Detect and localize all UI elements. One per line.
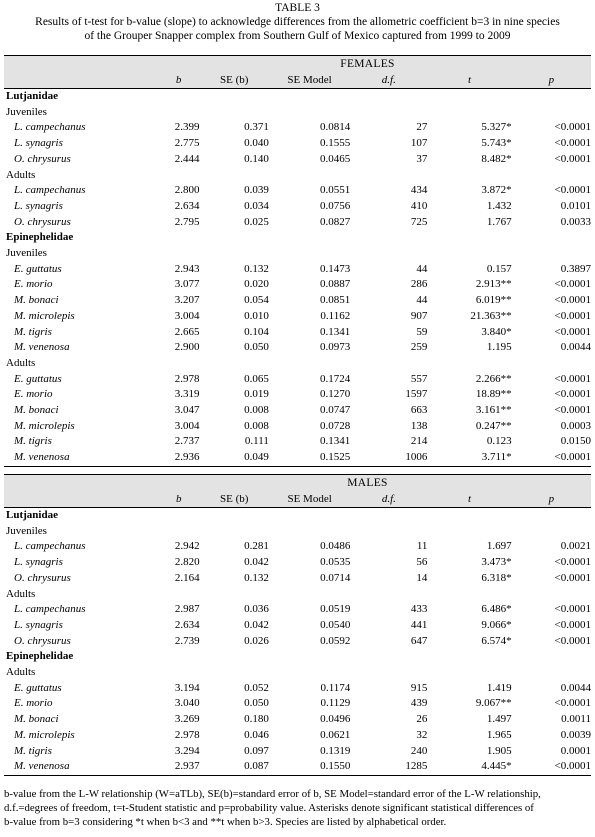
stage-label: Adults <box>6 168 36 181</box>
se-b-value: 0.281 <box>244 540 269 553</box>
stage-group-row <box>4 168 591 184</box>
df-value: 441 <box>410 618 428 631</box>
t-value: 9.066* <box>481 618 512 631</box>
column-header-p: p <box>512 491 591 508</box>
b-value: 2.775 <box>174 137 200 150</box>
b-value: 2.739 <box>174 634 200 647</box>
se-b-value: 0.039 <box>244 184 269 197</box>
df-value: 434 <box>410 184 428 197</box>
p-value: 0.0150 <box>560 435 591 448</box>
se-model-value: 0.0519 <box>320 603 351 616</box>
males-table <box>4 474 591 776</box>
b-value: 2.987 <box>174 603 200 616</box>
b-value: 3.004 <box>174 419 200 432</box>
t-value: 3.711* <box>427 450 511 466</box>
species-row <box>4 696 591 712</box>
column-header-se-model: SE Model <box>269 491 350 508</box>
t-value: 6.019** <box>475 294 512 307</box>
species-row <box>4 277 591 293</box>
p-value: <0.0001 <box>554 278 591 291</box>
se-b-value: 0.026 <box>244 634 269 647</box>
family-label: Lutjanidae <box>6 509 58 521</box>
se-model-value: 0.1341 <box>320 435 351 448</box>
column-header-b: b <box>158 491 200 508</box>
se-model-value: 0.0747 <box>320 404 351 417</box>
species-name: L. synagris <box>14 618 63 631</box>
p-value: 0.0039 <box>560 728 591 741</box>
t-value: 0.123 <box>486 435 512 448</box>
se-model-value: 0.1341 <box>320 325 351 338</box>
b-value: 2.943 <box>174 262 200 275</box>
species-name: M. venenosa <box>14 341 70 354</box>
t-value: 3.872* <box>481 184 512 197</box>
species-row <box>4 403 591 419</box>
males-column-header-row <box>4 491 591 508</box>
df-value: 32 <box>416 728 428 741</box>
species-name: O. chrysurus <box>14 215 71 228</box>
p-value: <0.0001 <box>554 697 591 710</box>
t-value: 1.697 <box>486 540 512 553</box>
family-row <box>4 508 591 524</box>
se-model-value: 0.1525 <box>269 450 350 466</box>
species-name: L. campechanus <box>14 184 86 197</box>
species-name: L. synagris <box>14 556 63 569</box>
se-b-value: 0.097 <box>244 744 269 757</box>
species-name: M. microlepis <box>14 728 75 741</box>
species-row <box>4 634 591 650</box>
df-value: 439 <box>410 697 428 710</box>
se-b-value: 0.019 <box>244 388 269 401</box>
se-model-value: 0.0851 <box>320 294 351 307</box>
t-value: 1.195 <box>486 341 512 354</box>
species-row <box>4 152 591 168</box>
se-b-value: 0.034 <box>244 199 269 212</box>
p-value: 0.3897 <box>560 262 591 275</box>
t-value: 1.767 <box>486 215 512 228</box>
t-value: 6.574* <box>481 634 512 647</box>
df-value: 647 <box>410 634 428 647</box>
b-value: 2.444 <box>174 152 200 165</box>
stage-label: Adults <box>6 356 36 369</box>
footnote-line-3: b-value from b=3 considering *t when b<3 and **t when b>3. Species are listed by alphabetical order. <box>4 816 447 828</box>
females-title-row <box>4 56 591 73</box>
species-name: O. chrysurus <box>14 634 71 647</box>
df-value: 56 <box>416 556 428 569</box>
t-value: 6.318* <box>481 571 512 584</box>
b-value: 2.978 <box>174 372 200 385</box>
column-header-species <box>4 491 158 508</box>
se-model-value: 0.0714 <box>320 571 351 584</box>
family-row <box>4 649 591 665</box>
se-model-value: 0.0973 <box>320 341 351 354</box>
se-b-value: 0.140 <box>244 152 269 165</box>
se-model-value: 0.1129 <box>320 697 351 710</box>
df-value: 37 <box>416 152 428 165</box>
df-value: 915 <box>410 681 428 694</box>
t-value: 0.247** <box>475 419 512 432</box>
se-model-value: 0.0621 <box>320 728 351 741</box>
df-value: 27 <box>416 121 428 134</box>
b-value: 2.634 <box>174 199 200 212</box>
stage-label: Adults <box>6 587 36 600</box>
species-row <box>4 309 591 325</box>
column-header-t: t <box>427 72 511 89</box>
se-model-value: 0.0540 <box>320 618 351 631</box>
t-value: 1.419 <box>486 681 512 694</box>
column-header-se-b: SE (b) <box>200 491 269 508</box>
t-value: 8.482* <box>481 152 512 165</box>
stage-label: Adults <box>6 666 36 679</box>
species-row <box>4 293 591 309</box>
se-b-value: 0.042 <box>244 618 269 631</box>
column-header-se-model: SE Model <box>269 72 350 89</box>
b-value: 3.194 <box>174 681 200 694</box>
t-value: 18.89** <box>475 388 512 401</box>
b-value: 3.004 <box>174 309 200 322</box>
stage-group-row <box>4 356 591 372</box>
se-b-value: 0.132 <box>244 262 269 275</box>
b-value: 3.040 <box>174 697 200 710</box>
species-row <box>4 681 591 697</box>
species-name: E. guttatus <box>14 681 62 694</box>
t-value: 5.327* <box>481 121 512 134</box>
se-b-value: 0.025 <box>244 215 269 228</box>
species-name: L. campechanus <box>14 121 86 134</box>
se-model-value: 0.0827 <box>320 215 351 228</box>
se-model-value: 0.1319 <box>320 744 351 757</box>
t-value: 0.157 <box>486 262 512 275</box>
se-model-value: 0.0486 <box>320 540 351 553</box>
species-row <box>4 618 591 634</box>
species-name: M. microlepis <box>14 419 75 432</box>
species-row <box>4 744 591 760</box>
t-value: 9.067** <box>475 697 512 710</box>
t-value: 1.965 <box>486 728 512 741</box>
t-value: 3.161** <box>475 404 512 417</box>
se-b-value: 0.054 <box>244 294 269 307</box>
stage-group-row <box>4 587 591 603</box>
p-value: <0.0001 <box>512 450 591 466</box>
se-model-value: 0.1555 <box>320 137 351 150</box>
females-table <box>4 55 591 467</box>
p-value: <0.0001 <box>554 121 591 134</box>
t-value: 5.743* <box>481 137 512 150</box>
se-b-value: 0.180 <box>244 713 269 726</box>
t-value: 1.497 <box>486 713 512 726</box>
t-value: 6.486* <box>481 603 512 616</box>
b-value: 3.319 <box>174 388 200 401</box>
df-value: 14 <box>416 571 428 584</box>
se-model-value: 0.1550 <box>269 759 350 775</box>
b-value: 2.942 <box>174 540 200 553</box>
species-row <box>4 372 591 388</box>
se-model-value: 0.0535 <box>320 556 351 569</box>
species-name: L. campechanus <box>14 603 86 616</box>
p-value: <0.0001 <box>554 388 591 401</box>
p-value: <0.0001 <box>554 571 591 584</box>
b-value: 2.800 <box>174 184 200 197</box>
se-b-value: 0.008 <box>244 404 269 417</box>
df-value: 433 <box>410 603 428 616</box>
se-b-value: 0.371 <box>244 121 269 134</box>
species-name: E. morio <box>14 278 53 291</box>
stage-label: Juveniles <box>6 247 47 260</box>
footnote-line-2: d.f.=degrees of freedom, t=t-Student statistic and p=probability value. Asterisks denote significant statistical differences of <box>4 802 534 814</box>
df-value: 1006 <box>350 450 427 466</box>
df-value: 286 <box>410 278 428 291</box>
b-value: 3.269 <box>174 713 200 726</box>
table-caption-line-1: Results of t-test for b-value (slope) to acknowledge differences from the allometric coefficient b=3 in nine species <box>35 16 560 28</box>
stage-label: Juveniles <box>6 524 47 537</box>
df-value: 107 <box>410 137 428 150</box>
table-caption-line-2: of the Grouper Snapper complex from Southern Gulf of Mexico captured from 1999 to 2009 <box>84 30 511 42</box>
column-header-df: d.f. <box>350 72 427 89</box>
t-value: 21.363** <box>470 309 512 322</box>
b-value: 2.820 <box>174 556 200 569</box>
se-model-value: 0.1724 <box>320 372 351 385</box>
species-row <box>4 340 591 356</box>
df-value: 138 <box>410 419 428 432</box>
males-title-row <box>4 475 591 492</box>
p-value: <0.0001 <box>554 152 591 165</box>
df-value: 1597 <box>405 388 428 401</box>
se-model-value: 0.0814 <box>320 121 351 134</box>
b-value: 2.795 <box>174 215 200 228</box>
footnote-line-1: b-value from the L-W relationship (W=aTLb), SE(b)=standard error of b, SE Model=standard error of the L-W relationship, <box>4 788 541 800</box>
species-row <box>4 120 591 136</box>
species-row <box>4 215 591 231</box>
p-value: <0.0001 <box>554 309 591 322</box>
species-name: L. synagris <box>14 137 63 150</box>
species-name: L. campechanus <box>14 540 86 553</box>
species-name: M. bonaci <box>14 294 59 307</box>
se-model-value: 0.0592 <box>320 634 351 647</box>
species-name: O. chrysurus <box>14 571 71 584</box>
b-value: 3.294 <box>174 744 200 757</box>
p-value: 0.0011 <box>561 713 591 726</box>
se-model-value: 0.0496 <box>320 713 351 726</box>
species-row <box>4 434 591 450</box>
p-value: <0.0001 <box>554 556 591 569</box>
species-name: M. venenosa <box>4 759 158 775</box>
se-model-value: 0.0465 <box>320 152 351 165</box>
females-column-header-row <box>4 72 591 89</box>
species-row <box>4 325 591 341</box>
species-row <box>4 555 591 571</box>
table-footnote <box>4 787 594 829</box>
species-row <box>4 539 591 555</box>
t-value: 3.840* <box>481 325 512 338</box>
b-value: 2.399 <box>174 121 200 134</box>
p-value: <0.0001 <box>554 184 591 197</box>
t-value: 1.432 <box>486 199 512 212</box>
b-value: 2.936 <box>158 450 200 466</box>
p-value: 0.0044 <box>560 681 591 694</box>
stage-label: Juveniles <box>6 105 47 118</box>
species-row <box>4 728 591 744</box>
species-row <box>4 136 591 152</box>
b-value: 2.164 <box>174 571 200 584</box>
p-value: <0.0001 <box>554 325 591 338</box>
df-value: 557 <box>410 372 428 385</box>
p-value: <0.0001 <box>554 634 591 647</box>
p-value: <0.0001 <box>554 137 591 150</box>
family-label: Lutjanidae <box>6 90 58 102</box>
species-name: E. guttatus <box>14 262 62 275</box>
df-value: 410 <box>410 199 428 212</box>
p-value: <0.0001 <box>554 618 591 631</box>
se-b-value: 0.104 <box>244 325 269 338</box>
b-value: 2.634 <box>174 618 200 631</box>
se-b-value: 0.020 <box>244 278 269 291</box>
column-header-p: p <box>512 72 591 89</box>
b-value: 2.900 <box>174 341 200 354</box>
species-row <box>4 199 591 215</box>
b-value: 2.937 <box>158 759 200 775</box>
df-value: 259 <box>410 341 428 354</box>
se-model-value: 0.0551 <box>320 184 351 197</box>
se-b-value: 0.087 <box>200 759 269 775</box>
df-value: 44 <box>416 294 428 307</box>
t-value: 2.913** <box>475 278 512 291</box>
se-model-value: 0.1174 <box>320 681 351 694</box>
species-row <box>4 387 591 403</box>
se-b-value: 0.052 <box>244 681 269 694</box>
stage-group-row <box>4 665 591 681</box>
p-value: <0.0001 <box>554 603 591 616</box>
species-row <box>4 450 591 466</box>
column-header-se-b: SE (b) <box>200 72 269 89</box>
se-b-value: 0.010 <box>244 309 269 322</box>
p-value: <0.0001 <box>554 372 591 385</box>
species-row <box>4 419 591 435</box>
species-row <box>4 602 591 618</box>
stage-group-row <box>4 246 591 262</box>
b-value: 2.978 <box>174 728 200 741</box>
species-row <box>4 759 591 775</box>
se-b-value: 0.046 <box>244 728 269 741</box>
stage-group-row <box>4 524 591 540</box>
p-value: 0.0003 <box>560 419 591 432</box>
b-value: 2.737 <box>174 435 200 448</box>
se-model-value: 0.1473 <box>320 262 351 275</box>
df-value: 725 <box>410 215 428 228</box>
species-row <box>4 262 591 278</box>
p-value: <0.0001 <box>554 294 591 307</box>
b-value: 3.077 <box>174 278 200 291</box>
species-row <box>4 712 591 728</box>
species-name: M. bonaci <box>14 404 59 417</box>
se-b-value: 0.050 <box>244 697 269 710</box>
males-section-title: MALES <box>4 475 591 492</box>
se-model-value: 0.0756 <box>320 199 351 212</box>
p-value: 0.0044 <box>560 341 591 354</box>
p-value: 0.0001 <box>560 744 591 757</box>
df-value: 11 <box>416 540 428 553</box>
t-value: 4.445* <box>427 759 511 775</box>
df-value: 59 <box>416 325 428 338</box>
species-name: M. microlepis <box>14 309 75 322</box>
family-row <box>4 230 591 246</box>
column-header-b: b <box>158 72 200 89</box>
species-name: O. chrysurus <box>14 152 71 165</box>
column-header-df: d.f. <box>350 491 427 508</box>
species-name: E. morio <box>14 697 53 710</box>
se-model-value: 0.0728 <box>320 419 351 432</box>
df-value: 663 <box>410 404 428 417</box>
df-value: 44 <box>416 262 428 275</box>
b-value: 2.665 <box>174 325 200 338</box>
p-value: 0.0101 <box>560 199 591 212</box>
species-name: E. guttatus <box>14 372 62 385</box>
species-name: M. bonaci <box>14 713 59 726</box>
se-b-value: 0.036 <box>244 603 269 616</box>
se-b-value: 0.040 <box>244 137 269 150</box>
t-value: 3.473* <box>481 556 512 569</box>
species-name: E. morio <box>14 388 53 401</box>
females-section-title: FEMALES <box>4 56 591 73</box>
column-header-t: t <box>427 491 511 508</box>
table-label: TABLE 3 <box>275 2 320 14</box>
df-value: 907 <box>410 309 428 322</box>
t-value: 1.905 <box>486 744 512 757</box>
se-model-value: 0.0887 <box>320 278 351 291</box>
species-row <box>4 571 591 587</box>
se-model-value: 0.1270 <box>320 388 351 401</box>
family-row <box>4 89 591 105</box>
se-b-value: 0.008 <box>244 419 269 432</box>
p-value: <0.0001 <box>554 404 591 417</box>
species-row <box>4 183 591 199</box>
df-value: 1285 <box>350 759 427 775</box>
p-value: 0.0021 <box>560 540 591 553</box>
se-b-value: 0.111 <box>244 435 269 448</box>
t-value: 2.266** <box>475 372 512 385</box>
family-label: Epinephelidae <box>6 650 74 663</box>
se-b-value: 0.050 <box>244 341 269 354</box>
species-name: M. tigris <box>14 325 52 338</box>
stage-group-row <box>4 105 591 121</box>
p-value: <0.0001 <box>512 759 591 775</box>
se-b-value: 0.042 <box>244 556 269 569</box>
df-value: 214 <box>410 435 428 448</box>
family-label: Epinephelidae <box>6 231 74 244</box>
b-value: 3.047 <box>174 404 200 417</box>
df-value: 26 <box>416 713 428 726</box>
se-model-value: 0.1162 <box>320 309 351 322</box>
se-b-value: 0.049 <box>200 450 269 466</box>
species-name: M. tigris <box>14 435 52 448</box>
se-b-value: 0.065 <box>244 372 269 385</box>
species-name: L. synagris <box>14 199 63 212</box>
se-b-value: 0.132 <box>244 571 269 584</box>
p-value: 0.0033 <box>560 215 591 228</box>
df-value: 240 <box>410 744 428 757</box>
column-header-species <box>4 72 158 89</box>
species-name: M. venenosa <box>4 450 158 466</box>
b-value: 3.207 <box>174 294 200 307</box>
species-name: M. tigris <box>14 744 52 757</box>
